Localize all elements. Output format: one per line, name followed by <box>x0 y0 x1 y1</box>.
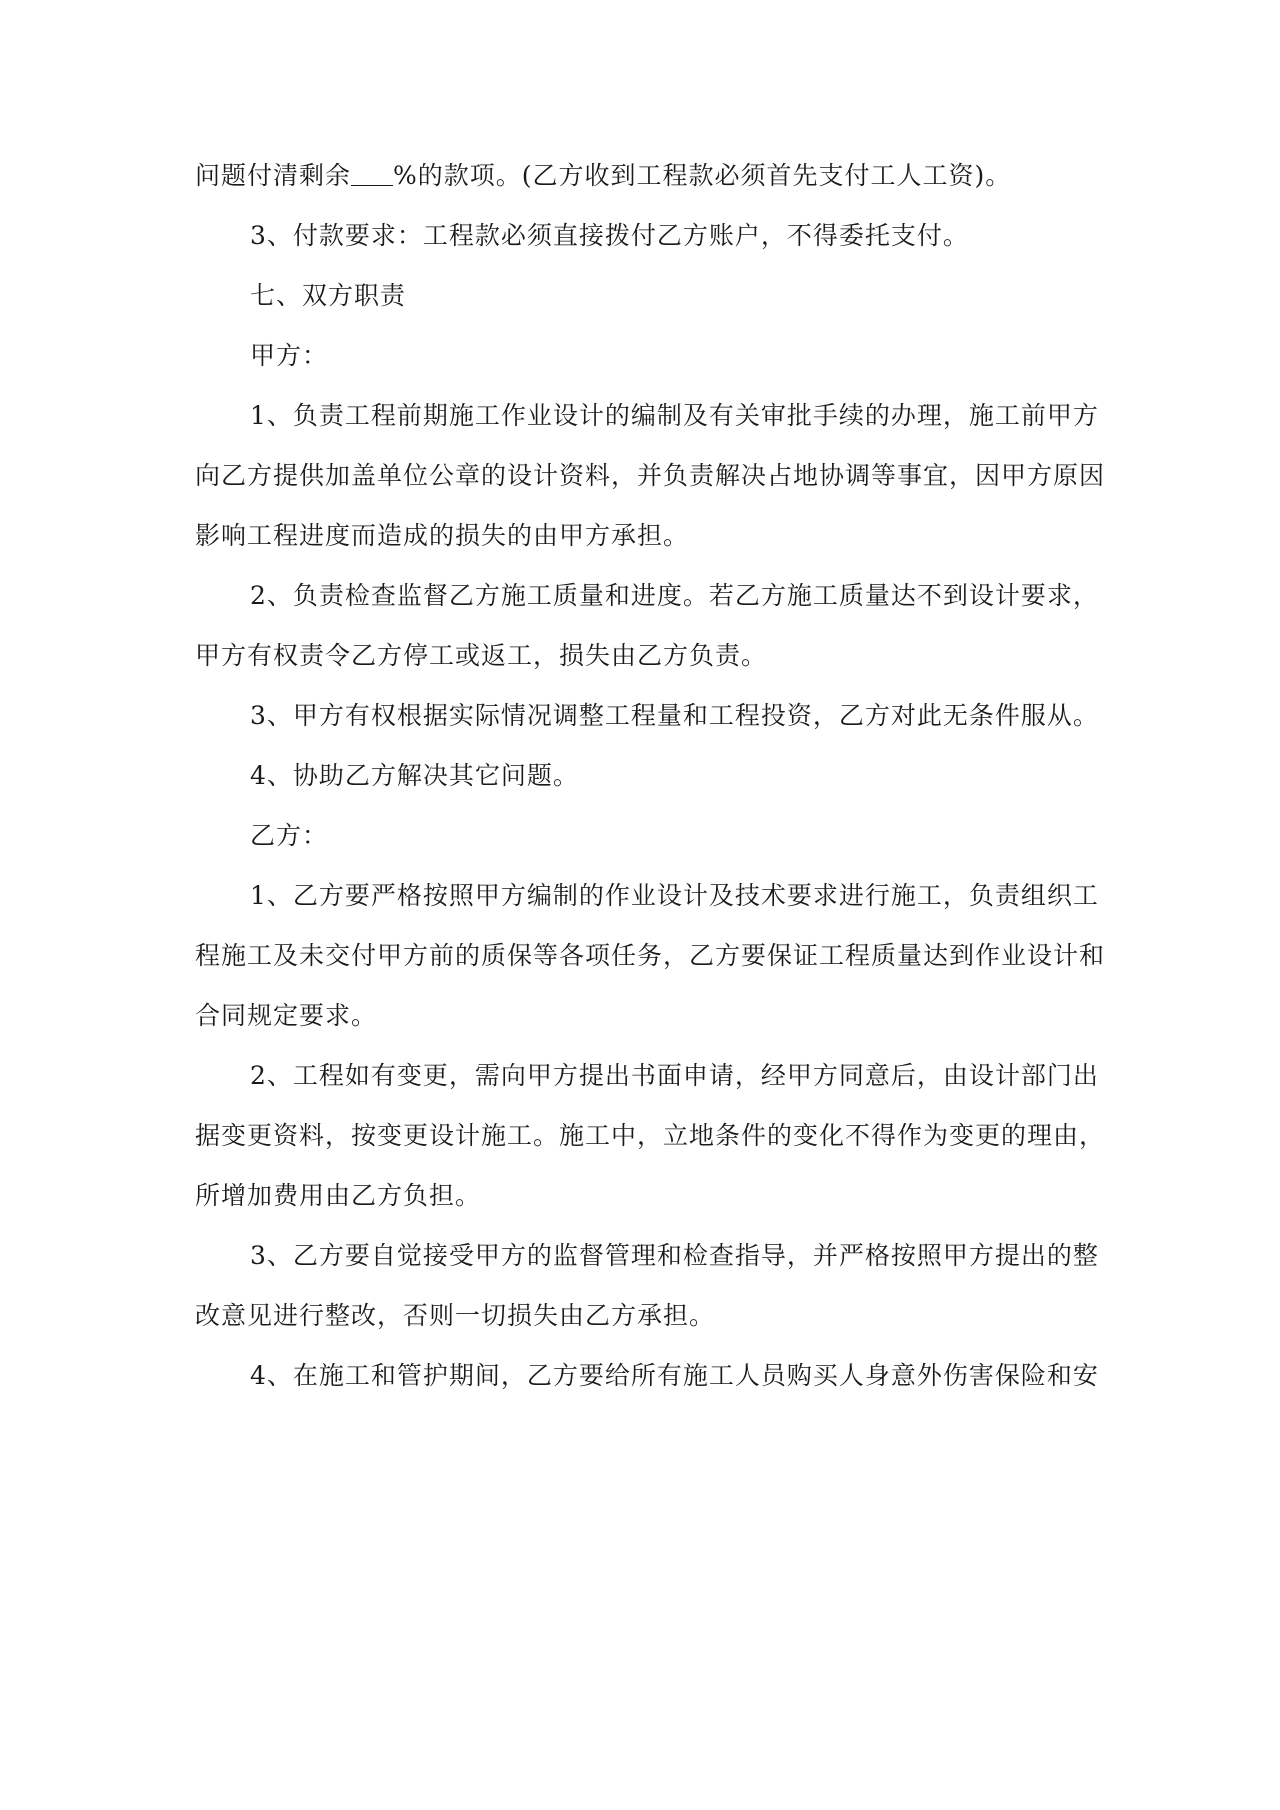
paragraph-payment-requirement: 3、付款要求：工程款必须直接拨付乙方账户，不得委托支付。 <box>250 221 969 250</box>
party-a-item-2-line-1: 2、负责检查监督乙方施工质量和进度。若乙方施工质量达不到设计要求， <box>250 581 1099 610</box>
section-heading-responsibilities: 七、双方职责 <box>250 281 407 310</box>
text-segment: 问题付清剩余 <box>195 161 352 190</box>
text-segment: %的款项。(乙方收到工程款必须首先支付工人工资)。 <box>393 161 1012 190</box>
party-b-item-4-line-1: 4、在施工和管护期间，乙方要给所有施工人员购买人身意外伤害保险和安 <box>250 1361 1099 1390</box>
party-a-item-2-line-2: 甲方有权责令乙方停工或返工，损失由乙方负责。 <box>195 641 768 670</box>
paragraph-payment-remaining <box>195 159 1011 193</box>
party-b-item-1-line-3: 合同规定要求。 <box>195 1001 378 1030</box>
party-b-item-3-line-2: 改意见进行整改，否则一切损失由乙方承担。 <box>195 1301 716 1330</box>
blank-fill-field <box>351 163 393 186</box>
party-b-item-3-line-1: 3、乙方要自觉接受甲方的监督管理和检查指导，并严格按照甲方提出的整 <box>250 1241 1099 1270</box>
party-b-item-2-line-3: 所增加费用由乙方负担。 <box>195 1181 482 1210</box>
party-a-item-1-line-3: 影响工程进度而造成的损失的由甲方承担。 <box>195 521 690 550</box>
party-b-item-2-line-2: 据变更资料，按变更设计施工。施工中，立地条件的变化不得作为变更的理由， <box>195 1121 1106 1150</box>
party-a-item-1-line-1: 1、负责工程前期施工作业设计的编制及有关审批手续的办理，施工前甲方 <box>250 401 1099 430</box>
party-a-item-3: 3、甲方有权根据实际情况调整工程量和工程投资，乙方对此无条件服从。 <box>250 701 1099 730</box>
party-b-heading: 乙方： <box>250 821 329 850</box>
party-b-item-1-line-2: 程施工及未交付甲方前的质保等各项任务，乙方要保证工程质量达到作业设计和 <box>195 941 1106 970</box>
party-a-heading: 甲方： <box>250 341 329 370</box>
party-b-item-1-line-1: 1、乙方要严格按照甲方编制的作业设计及技术要求进行施工，负责组织工 <box>250 881 1099 910</box>
party-a-item-1-line-2: 向乙方提供加盖单位公章的设计资料，并负责解决占地协调等事宜，因甲方原因 <box>195 461 1106 490</box>
party-b-item-2-line-1: 2、工程如有变更，需向甲方提出书面申请，经甲方同意后，由设计部门出 <box>250 1061 1099 1090</box>
party-a-item-4: 4、协助乙方解决其它问题。 <box>250 761 579 790</box>
